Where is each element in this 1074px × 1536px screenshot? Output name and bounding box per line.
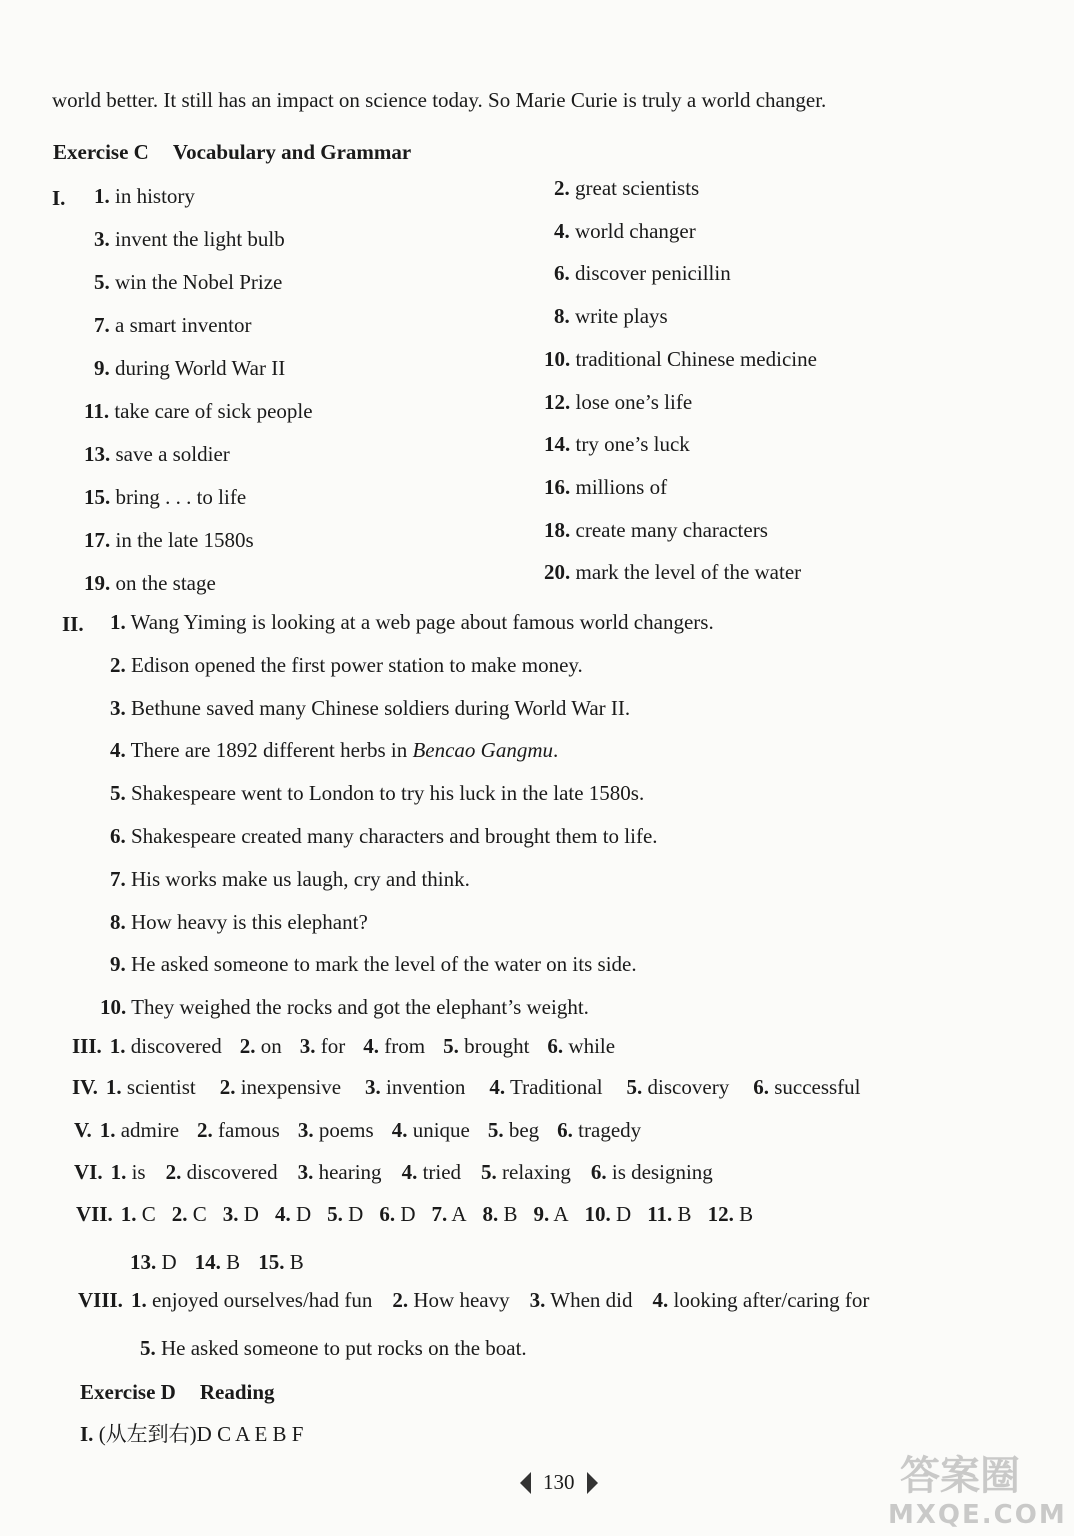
item-text: scientist bbox=[121, 1075, 196, 1099]
item-text: relaxing bbox=[496, 1160, 571, 1184]
answer-item bbox=[298, 1118, 374, 1143]
section-i-item bbox=[84, 528, 254, 553]
section-i-item bbox=[84, 571, 216, 596]
item-number: 2. bbox=[165, 1160, 182, 1184]
item-text: They weighed the rocks and got the elephant’s weight. bbox=[126, 995, 589, 1020]
item-text: There are 1892 different herbs in bbox=[125, 738, 413, 763]
section-i-item bbox=[544, 390, 692, 415]
section-ii-item bbox=[110, 781, 644, 806]
item-text: inexpensive bbox=[235, 1075, 342, 1099]
watermark-url: MXQE.COM bbox=[888, 1500, 1067, 1530]
answer-item bbox=[240, 1034, 282, 1059]
answer-item bbox=[392, 1288, 509, 1313]
item-number: 2. bbox=[554, 176, 570, 200]
item-number: 1. bbox=[109, 1034, 126, 1058]
section-iii-row bbox=[72, 1034, 633, 1059]
exercise-d-section-i-roman: I. bbox=[80, 1422, 94, 1446]
answer-item bbox=[647, 1202, 691, 1227]
item-number: 6. bbox=[547, 1034, 564, 1058]
section-i-item bbox=[544, 432, 690, 457]
item-number: 5. bbox=[140, 1336, 156, 1360]
continuation-line: world better. It still has an impact on science today. So Marie Curie is truly a world changer. bbox=[52, 88, 827, 112]
item-text: C bbox=[136, 1202, 156, 1226]
item-number: 1. bbox=[99, 1118, 116, 1142]
item-number: 2. bbox=[239, 1034, 256, 1058]
answer-item bbox=[172, 1202, 207, 1227]
item-number: 3. bbox=[299, 1034, 316, 1058]
item-text: while bbox=[563, 1034, 616, 1058]
item-text: D bbox=[610, 1202, 632, 1226]
item-number: 1. bbox=[94, 184, 110, 208]
item-text: D bbox=[290, 1202, 312, 1226]
answer-item bbox=[300, 1034, 346, 1059]
answer-item bbox=[585, 1202, 632, 1227]
section-i-item bbox=[544, 518, 768, 543]
item-text: famous bbox=[212, 1118, 280, 1142]
item-number: 3. bbox=[222, 1202, 239, 1226]
item-text: D bbox=[342, 1202, 364, 1226]
section-v-roman: V. bbox=[74, 1118, 92, 1142]
item-text: win the Nobel Prize bbox=[109, 270, 283, 294]
item-text: discovered bbox=[181, 1160, 278, 1184]
item-number: 1. bbox=[105, 1075, 122, 1099]
item-text: traditional Chinese medicine bbox=[570, 346, 817, 371]
item-text: looking after/caring for bbox=[668, 1288, 870, 1312]
item-text: invention bbox=[380, 1075, 466, 1099]
item-text: D bbox=[156, 1250, 177, 1274]
item-text: B bbox=[672, 1202, 692, 1226]
item-text: B bbox=[498, 1202, 518, 1226]
item-number: 5. bbox=[327, 1202, 343, 1226]
answer-item bbox=[431, 1202, 466, 1227]
item-number: 1. bbox=[130, 1288, 147, 1312]
item-number: 5. bbox=[94, 270, 110, 294]
section-iv-roman: IV. bbox=[72, 1075, 98, 1099]
item-number: 15. bbox=[258, 1250, 285, 1274]
section-vi-row bbox=[74, 1160, 733, 1185]
book-title: Bencao Gangmu bbox=[412, 738, 554, 763]
item-text: admire bbox=[115, 1118, 180, 1142]
item-number: 17. bbox=[84, 528, 111, 552]
item-number: 8. bbox=[110, 909, 126, 934]
item-number: 12. bbox=[707, 1202, 734, 1226]
item-text: poems bbox=[313, 1118, 374, 1142]
item-number: 5. bbox=[626, 1075, 643, 1099]
exercise-d-section-i bbox=[80, 1422, 303, 1447]
item-text: Shakespeare went to London to try his luck in the late 1580s. bbox=[125, 781, 645, 806]
section-i-item bbox=[84, 399, 313, 424]
section-i-item bbox=[544, 560, 801, 585]
answer-item bbox=[130, 1250, 177, 1275]
item-text: invent the light bulb bbox=[109, 227, 285, 251]
page-number: 130 bbox=[543, 1470, 575, 1494]
item-number: 3. bbox=[110, 695, 126, 720]
item-text: brought bbox=[458, 1034, 530, 1058]
section-ii-item bbox=[110, 824, 658, 849]
item-number: 13. bbox=[130, 1250, 157, 1274]
section-ii-item bbox=[110, 910, 368, 935]
item-text: B bbox=[284, 1250, 304, 1274]
answer-item bbox=[530, 1288, 633, 1313]
item-text: B bbox=[733, 1202, 754, 1226]
item-number: 6. bbox=[590, 1160, 607, 1184]
item-text: He asked someone to put rocks on the boat. bbox=[155, 1336, 527, 1360]
item-text: world changer bbox=[569, 218, 696, 243]
answer-item bbox=[483, 1202, 518, 1227]
answer-item bbox=[402, 1160, 461, 1185]
item-number: 5. bbox=[443, 1034, 459, 1058]
item-number: 7. bbox=[94, 313, 110, 337]
section-i-roman: I. bbox=[52, 186, 66, 210]
answer-item bbox=[481, 1160, 571, 1185]
item-text: mark the level of the water bbox=[570, 560, 802, 585]
answer-item bbox=[489, 1075, 602, 1100]
item-number: 4. bbox=[401, 1160, 418, 1184]
item-text: beg bbox=[503, 1118, 540, 1142]
answer-item bbox=[258, 1250, 304, 1275]
item-number: 1. bbox=[110, 610, 126, 634]
answer-item bbox=[197, 1118, 280, 1143]
section-viii-line-1 bbox=[78, 1288, 889, 1313]
arrow-left-icon bbox=[520, 1472, 531, 1494]
item-text: great scientists bbox=[569, 176, 700, 200]
item-number: 9. bbox=[94, 356, 110, 380]
section-ii-roman: II. bbox=[62, 612, 84, 636]
answer-item bbox=[557, 1118, 641, 1143]
item-text: lose one’s life bbox=[570, 389, 693, 414]
item-number: 2. bbox=[219, 1075, 236, 1099]
section-i-item bbox=[554, 261, 731, 286]
item-text: He asked someone to mark the level of the water on its side. bbox=[125, 952, 637, 977]
answer-item bbox=[534, 1202, 569, 1227]
item-text: Bethune saved many Chinese soldiers during World War II. bbox=[125, 695, 631, 720]
section-viii-roman: VIII. bbox=[78, 1288, 123, 1312]
item-text: A bbox=[549, 1202, 569, 1226]
item-text: on the stage bbox=[110, 571, 216, 595]
item-text: for bbox=[315, 1034, 346, 1058]
exercise-d-title: Reading bbox=[199, 1380, 275, 1404]
page-number-block bbox=[520, 1470, 598, 1495]
section-i-item bbox=[554, 304, 668, 329]
item-text-end: . bbox=[553, 738, 559, 763]
item-text: Traditional bbox=[505, 1075, 603, 1099]
section-iv-row bbox=[72, 1075, 885, 1100]
item-number: 10. bbox=[584, 1202, 611, 1226]
section-iii-roman: III. bbox=[72, 1034, 102, 1058]
item-number: 1. bbox=[110, 1160, 127, 1184]
item-text: is designing bbox=[606, 1160, 713, 1184]
item-number: 1. bbox=[120, 1202, 137, 1226]
section-i-item bbox=[554, 219, 696, 244]
item-text: How heavy is this elephant? bbox=[125, 909, 368, 934]
section-ii-item bbox=[110, 738, 558, 763]
item-text: take care of sick people bbox=[109, 399, 313, 423]
item-number: 8. bbox=[482, 1202, 499, 1226]
section-vii-line-1 bbox=[76, 1202, 769, 1227]
item-text: enjoyed ourselves/had fun bbox=[146, 1288, 373, 1312]
item-number: 4. bbox=[110, 738, 126, 763]
item-text: C bbox=[187, 1202, 207, 1226]
exercise-c-label: Exercise C bbox=[53, 140, 149, 164]
answer-item bbox=[753, 1075, 860, 1100]
item-text: try one’s luck bbox=[570, 432, 690, 457]
answer-item bbox=[591, 1160, 713, 1185]
item-number: 15. bbox=[84, 485, 111, 509]
answer-item bbox=[110, 1034, 222, 1059]
item-number: 6. bbox=[557, 1118, 573, 1142]
answer-item bbox=[547, 1034, 615, 1059]
answer-item bbox=[166, 1160, 278, 1185]
item-text: Edison opened the first power station to make money. bbox=[125, 652, 583, 677]
item-text: create many characters bbox=[570, 517, 768, 542]
section-i-item bbox=[544, 475, 667, 500]
exercise-d-label: Exercise D bbox=[80, 1380, 176, 1404]
item-number: 6. bbox=[110, 824, 126, 848]
section-ii-item bbox=[110, 696, 630, 721]
item-text: discovered bbox=[125, 1034, 222, 1058]
arrow-right-icon bbox=[587, 1472, 598, 1494]
item-number: 8. bbox=[554, 304, 570, 329]
answer-item bbox=[121, 1202, 156, 1227]
answer-item bbox=[488, 1118, 539, 1143]
item-number: 19. bbox=[84, 571, 111, 595]
item-text: hearing bbox=[313, 1160, 382, 1184]
item-number: 3. bbox=[94, 227, 110, 251]
section-i-item bbox=[554, 176, 699, 201]
item-number: 16. bbox=[544, 474, 571, 499]
item-number: 11. bbox=[84, 399, 110, 423]
section-i-item bbox=[84, 442, 230, 467]
item-number: 9. bbox=[110, 952, 126, 977]
section-vi-roman: VI. bbox=[74, 1160, 103, 1184]
item-text: millions of bbox=[570, 474, 668, 499]
answer-item bbox=[111, 1160, 146, 1185]
answer-item bbox=[443, 1034, 529, 1059]
item-text: tried bbox=[417, 1160, 462, 1184]
answer-item bbox=[195, 1250, 241, 1275]
item-number: 20. bbox=[544, 560, 571, 585]
item-number: 4. bbox=[391, 1118, 408, 1142]
answer-item bbox=[106, 1075, 196, 1100]
item-text: His works make us laugh, cry and think. bbox=[125, 866, 470, 891]
answer-item bbox=[327, 1202, 363, 1227]
exercise-d-heading bbox=[80, 1380, 275, 1405]
answer-item bbox=[365, 1075, 465, 1100]
section-ii-item bbox=[110, 610, 714, 635]
item-number: 2. bbox=[110, 652, 126, 677]
item-text: on bbox=[255, 1034, 282, 1058]
item-text: When did bbox=[545, 1288, 633, 1312]
item-number: 5. bbox=[481, 1160, 497, 1184]
item-text: How heavy bbox=[408, 1288, 510, 1312]
item-number: 4. bbox=[652, 1288, 669, 1312]
item-text: B bbox=[220, 1250, 241, 1274]
item-number: 5. bbox=[110, 781, 126, 806]
item-text: during World War II bbox=[109, 356, 286, 380]
section-ii-item bbox=[110, 867, 470, 892]
exercise-d-section-i-answer: (从左到右)D C A E B F bbox=[98, 1422, 304, 1446]
section-i-item bbox=[544, 347, 817, 372]
item-text: tragedy bbox=[572, 1118, 642, 1142]
item-number: 2. bbox=[171, 1202, 188, 1226]
section-ii-item bbox=[110, 653, 583, 678]
item-number: 4. bbox=[363, 1034, 379, 1058]
item-number: 3. bbox=[365, 1075, 381, 1099]
exercise-c-heading bbox=[53, 140, 411, 165]
answer-item bbox=[131, 1288, 372, 1313]
item-text: Shakespeare created many characters and brought them to life. bbox=[125, 824, 658, 848]
item-text: successful bbox=[768, 1075, 861, 1099]
item-number: 14. bbox=[544, 432, 571, 457]
answer-item bbox=[652, 1288, 869, 1313]
section-i-item bbox=[94, 270, 282, 295]
item-number: 2. bbox=[392, 1288, 409, 1312]
item-number: 6. bbox=[753, 1075, 769, 1099]
item-number: 5. bbox=[487, 1118, 504, 1142]
answer-item bbox=[708, 1202, 754, 1227]
item-text: unique bbox=[407, 1118, 470, 1142]
answer-item bbox=[392, 1118, 470, 1143]
answer-item bbox=[275, 1202, 311, 1227]
item-number: 12. bbox=[544, 389, 571, 414]
section-viii-line-2 bbox=[140, 1336, 527, 1361]
item-number: 9. bbox=[533, 1202, 550, 1226]
item-number: 4. bbox=[274, 1202, 291, 1226]
item-number: 10. bbox=[100, 995, 127, 1020]
item-number: 14. bbox=[194, 1250, 221, 1274]
item-text: D bbox=[238, 1202, 259, 1226]
item-text: A bbox=[447, 1202, 467, 1226]
item-text: discover penicillin bbox=[569, 261, 731, 286]
answer-item bbox=[379, 1202, 415, 1227]
item-text: Wang Yiming is looking at a web page about famous world changers. bbox=[125, 610, 714, 634]
section-vii-roman: VII. bbox=[76, 1202, 113, 1226]
item-text: is bbox=[126, 1160, 146, 1184]
section-v-row bbox=[74, 1118, 659, 1143]
item-number: 18. bbox=[544, 517, 571, 542]
item-number: 3. bbox=[297, 1118, 314, 1142]
item-number: 7. bbox=[431, 1202, 448, 1226]
item-text: save a soldier bbox=[110, 442, 230, 466]
answer-item bbox=[627, 1075, 730, 1100]
item-number: 3. bbox=[297, 1160, 314, 1184]
item-text: discovery bbox=[642, 1075, 730, 1099]
item-text: a smart inventor bbox=[109, 313, 252, 337]
item-number: 4. bbox=[554, 218, 570, 243]
item-number: 11. bbox=[647, 1202, 673, 1226]
item-number: 6. bbox=[554, 261, 570, 286]
exercise-c-title: Vocabulary and Grammar bbox=[172, 140, 412, 164]
section-i-item bbox=[94, 227, 285, 252]
item-number: 10. bbox=[544, 346, 571, 371]
section-i-item bbox=[84, 485, 246, 510]
answer-item bbox=[298, 1160, 382, 1185]
section-i-item bbox=[94, 184, 195, 209]
item-text: in the late 1580s bbox=[110, 528, 254, 552]
item-text: in history bbox=[109, 184, 195, 208]
item-number: 13. bbox=[84, 442, 111, 466]
item-text: from bbox=[379, 1034, 426, 1058]
item-number: 3. bbox=[529, 1288, 546, 1312]
answer-item bbox=[220, 1075, 341, 1100]
answer-item bbox=[100, 1118, 179, 1143]
item-text: D bbox=[395, 1202, 416, 1226]
answer-item bbox=[223, 1202, 259, 1227]
watermark-logo: 答案圈 bbox=[900, 1453, 1020, 1499]
section-i-item bbox=[94, 356, 285, 381]
section-vii-line-2 bbox=[130, 1250, 322, 1275]
item-number: 2. bbox=[197, 1118, 213, 1142]
section-i-item bbox=[94, 313, 251, 338]
item-text: write plays bbox=[569, 304, 668, 329]
item-number: 6. bbox=[379, 1202, 396, 1226]
item-number: 7. bbox=[110, 866, 126, 891]
item-number: 4. bbox=[489, 1075, 506, 1099]
answer-item bbox=[363, 1034, 425, 1059]
section-ii-item bbox=[110, 952, 637, 977]
item-text: bring . . . to life bbox=[110, 485, 247, 509]
section-ii-item bbox=[100, 995, 589, 1020]
